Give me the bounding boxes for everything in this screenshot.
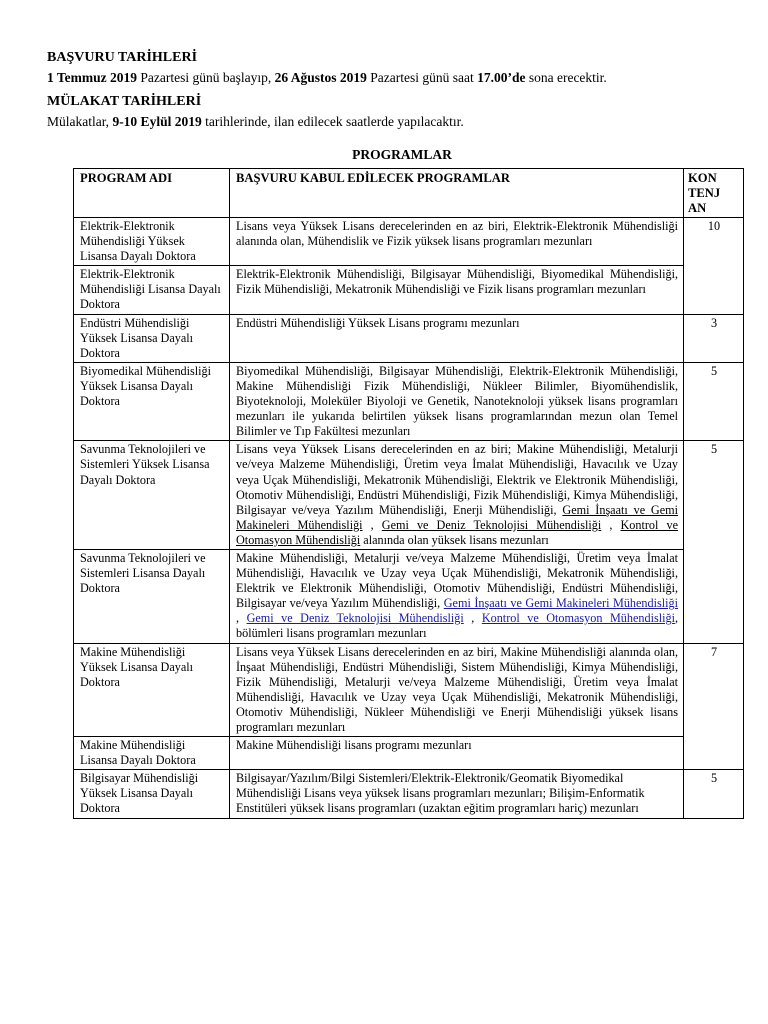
program-name: Elektrik-Elektronik Mühendisliği Lisansa Dayalı Doktora xyxy=(74,266,230,314)
quota: 3 xyxy=(684,314,744,362)
quota: 5 xyxy=(684,362,744,440)
programs-caption: PROGRAMLAR xyxy=(352,147,452,162)
table-row xyxy=(74,362,744,440)
quota: 10 xyxy=(684,218,744,315)
quota: 7 xyxy=(684,643,744,770)
accepted-programs: Lisans veya Yüksek Lisans derecelerinden en az biri; Makine Mühendisliği, Metalurji ve/veya Malzeme Mühendisliği, Üretim veya İmalat Mühendisliği, Havacılık ve Uzay veya Uçak Mühendisliği, Mekatronik Mühendisliği, Elektrik ve Elektronik Mühendisliği, Otomotiv Mühendisliği, Endüstri Mühendisliği, Fizik Mühendisliği, Kimya Mühendisliği, Bilgisayar ve/veya Yazılım Mühendisliği, Enerji Mühendisliği, Gemi İnşaatı ve Gemi Makineleri Mühendisliği , Gemi ve Deniz Teknolojisi Mühendisliği , Kontrol ve Otomasyon Mühendisliği alanında olan yüksek lisans mezunları xyxy=(230,441,684,550)
table-row xyxy=(74,314,744,362)
accepted-programs: Biyomedikal Mühendisliği, Bilgisayar Mühendisliği, Elektrik-Elektronik Mühendisliği, Makine Mühendisliği Fizik Mühendisliği, Nükleer Bilimler, Biyomühendislik, Biyoteknoloji, Moleküler Biyoloji ve Genetik, Nanoteknoloji yüksek lisans programları mezunları ile yukarıda belirtilen yüksek lisans programlarından mezun olan Temel Bilimler ve Tıp Fakültesi mezunları xyxy=(230,362,684,440)
table-row xyxy=(74,441,744,550)
table-row xyxy=(74,266,744,314)
accepted-programs: Elektrik-Elektronik Mühendisliği, Bilgisayar Mühendisliği, Biyomedikal Mühendisliği, Fizik Mühendisliği, Mekatronik Mühendisliği ve Fizik lisans programları mezunları xyxy=(230,266,684,314)
accepted-programs: Endüstri Mühendisliği Yüksek Lisans programı mezunları xyxy=(230,314,684,362)
table-row xyxy=(74,770,744,818)
accepted-programs: Bilgisayar/Yazılım/Bilgi Sistemleri/Elektrik-Elektronik/Geomatik Biyomedikal Mühendisliği Lisans veya yüksek lisans programları mezunları; Bilişim-Enformatik Enstitüleri yüksek lisans programları (uzaktan eğitim programları hariç) mezunları xyxy=(230,770,684,818)
program-name: Elektrik-Elektronik Mühendisliği Yüksek Lisansa Dayalı Doktora xyxy=(74,218,230,266)
programs-table xyxy=(73,168,744,819)
application-dates-text: 1 Temmuz 2019 Pazartesi günü başlayıp, 26 Ağustos 2019 Pazartesi günü saat 17.00’de sona erecektir. xyxy=(47,70,607,85)
accepted-programs: Lisans veya Yüksek Lisans derecelerinden en az biri, Elektrik-Elektronik Mühendisliği alanında olan, Mühendislik ve Fizik yüksek lisans programları mezunları xyxy=(230,218,684,266)
table-header-row xyxy=(74,169,744,218)
interview-dates-title: MÜLAKAT TARİHLERİ xyxy=(47,94,202,109)
table-row xyxy=(74,549,744,643)
table-row xyxy=(74,737,744,770)
accepted-programs: Makine Mühendisliği, Metalurji ve/veya Malzeme Mühendisliği, Üretim veya İmalat Mühendisliği, Havacılık ve Uzay veya Uçak Mühendisliği, Mekatronik Mühendisliği, Elektrik ve Elektronik Mühendisliği, Otomotiv Mühendisliği, Endüstri Mühendisliği, Bilgisayar ve/veya Yazılım Mühendisliği, Gemi İnşaatı ve Gemi Makineleri Mühendisliği , Gemi ve Deniz Teknolojisi Mühendisliği , Kontrol ve Otomasyon Mühendisliği, bölümleri lisans programları mezunları xyxy=(230,549,684,643)
accepted-programs: Lisans veya Yüksek Lisans derecelerinden en az biri, Makine Mühendisliği alanında olan, İnşaat Mühendisliği, Endüstri Mühendisliği, Sistem Mühendisliği, Kimya Mühendisliği, Fizik Mühendisliği, Metalurji ve/veya Malzeme Mühendisliği, Üretim veya İmalat Mühendisliği, Havacılık ve Uzay veya Uçak Mühendisliği, Mekatronik Mühendisliği, Otomotiv Mühendisliği, Nükleer Mühendisliği ve Enerji Mühendisliği yüksek lisans programları mezunları xyxy=(230,643,684,737)
interview-dates-text: Mülakatlar, 9-10 Eylül 2019 tarihlerinde, ilan edilecek saatlerde yapılacaktır. xyxy=(47,114,464,129)
quota: 5 xyxy=(684,441,744,643)
program-link: Gemi ve Deniz Teknolojisi Mühendisliği xyxy=(381,517,602,532)
program-name: Bilgisayar Mühendisliği Yüksek Lisansa Dayalı Doktora xyxy=(74,770,230,818)
program-link: Kontrol ve Otomasyon Mühendisliği xyxy=(236,517,678,547)
program-name: Savunma Teknolojileri ve Sistemleri Lisansa Dayalı Doktora xyxy=(74,549,230,643)
quota: 5 xyxy=(684,770,744,818)
program-link[interactable]: Kontrol ve Otomasyon Mühendisliği xyxy=(481,611,675,626)
header-program-name: PROGRAM ADI xyxy=(74,169,230,218)
table-row xyxy=(74,218,744,266)
program-name: Makine Mühendisliği Yüksek Lisansa Dayalı Doktora xyxy=(74,643,230,737)
program-link[interactable]: Gemi ve Deniz Teknolojisi Mühendisliği xyxy=(246,611,464,626)
program-name: Savunma Teknolojileri ve Sistemleri Yüksek Lisansa Dayalı Doktora xyxy=(74,441,230,550)
program-link: Gemi İnşaatı ve Gemi Makineleri Mühendisliği xyxy=(236,502,678,532)
table-row xyxy=(74,643,744,737)
program-link[interactable]: Gemi İnşaatı ve Gemi Makineleri Mühendisliği xyxy=(443,596,679,611)
header-quota: KON TENJ AN xyxy=(684,169,744,218)
application-dates-title: BAŞVURU TARİHLERİ xyxy=(47,50,198,65)
program-name: Biyomedikal Mühendisliği Yüksek Lisansa Dayalı Doktora xyxy=(74,362,230,440)
program-name: Makine Mühendisliği Lisansa Dayalı Doktora xyxy=(74,737,230,770)
accepted-programs: Makine Mühendisliği lisans programı mezunları xyxy=(230,737,684,770)
program-name: Endüstri Mühendisliği Yüksek Lisansa Dayalı Doktora xyxy=(74,314,230,362)
header-accepted-programs: BAŞVURU KABUL EDİLECEK PROGRAMLAR xyxy=(230,169,684,218)
